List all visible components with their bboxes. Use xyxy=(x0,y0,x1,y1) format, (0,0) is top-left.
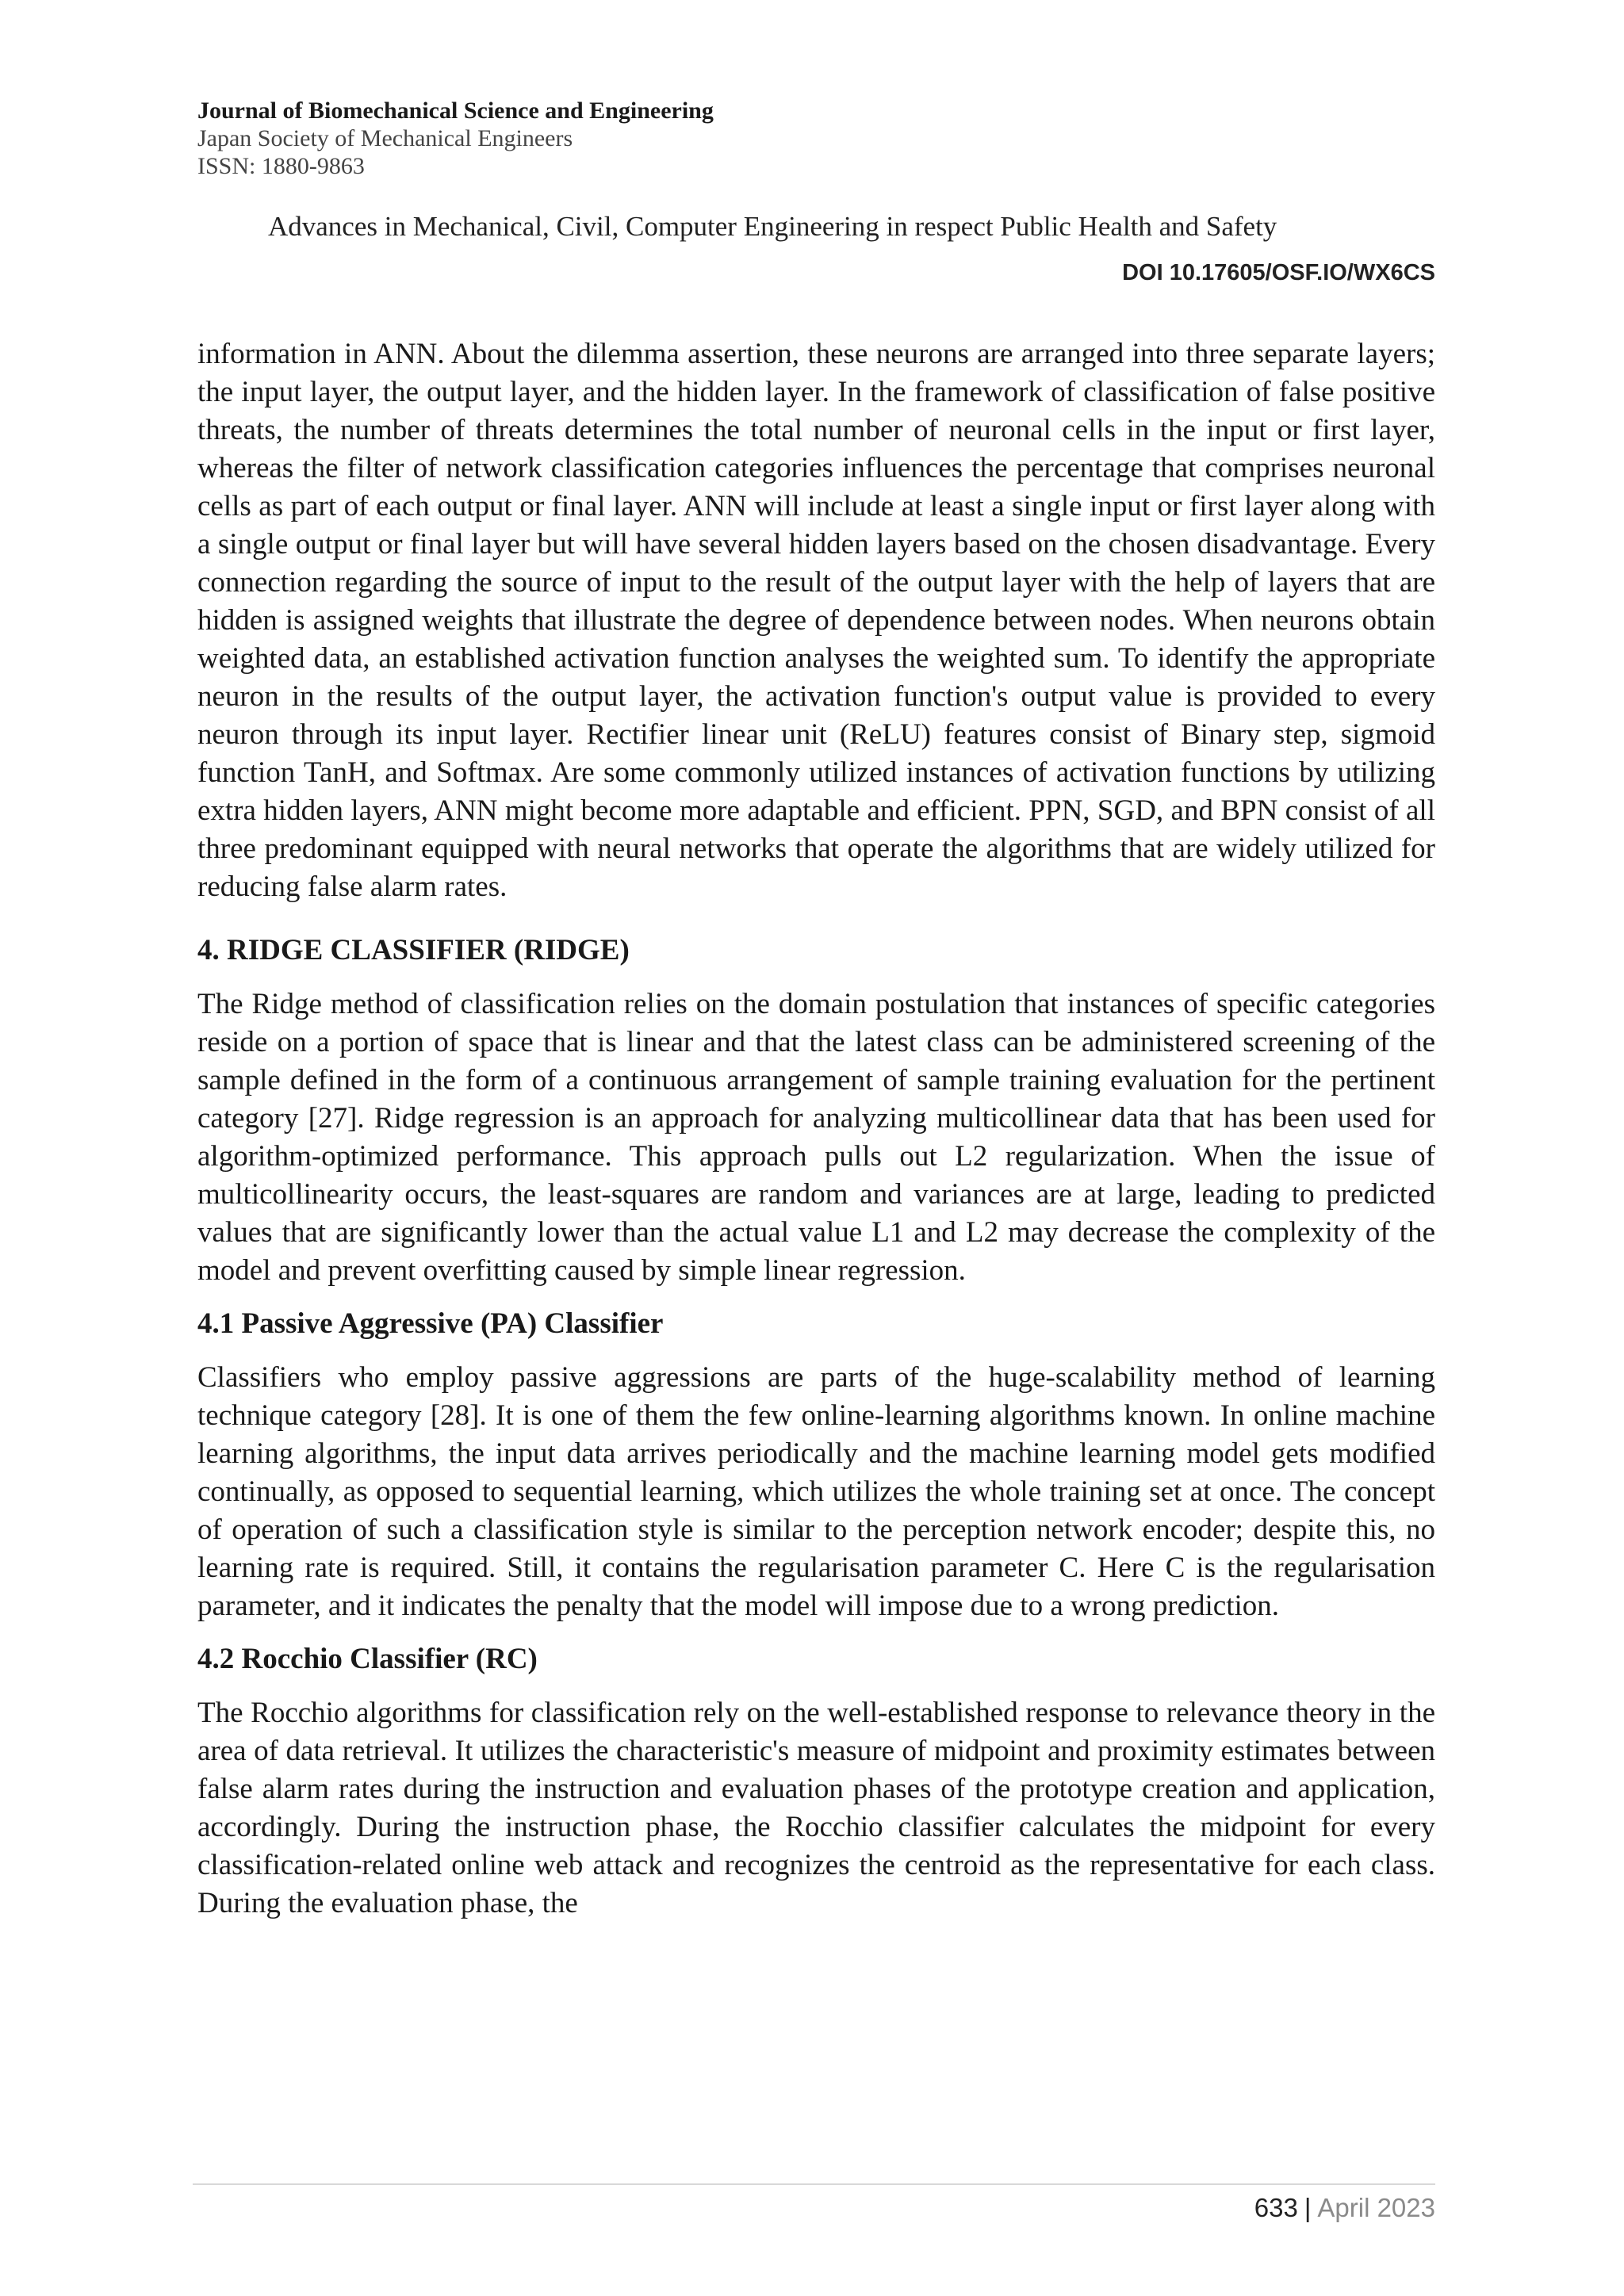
doi-label: DOI 10.17605/OSF.IO/WX6CS xyxy=(1122,260,1435,285)
page-number: 633 xyxy=(1254,2193,1298,2222)
publication-date: April 2023 xyxy=(1317,2193,1435,2222)
article-body xyxy=(197,335,1435,1923)
journal-title: Journal of Biomechanical Science and Engineering xyxy=(197,98,714,124)
section-paragraph-rocchio: The Rocchio algorithms for classification rely on the well-established response to relevance theory in the area of data retrieval. It utilizes the characteristic's measure of midpoint and proximity estimates between false alarm rates during the instruction and evaluation phases of the prototype creation and application, accordingly. During the instruction phase, the Rocchio classifier calculates the midpoint for every classification-related online web attack and recognizes the centroid as the representative for each class. During the evaluation phase, the xyxy=(197,1697,1435,1919)
journal-society: Japan Society of Mechanical Engineers xyxy=(197,125,573,151)
page-footer xyxy=(1254,2192,1435,2224)
journal-issn: ISSN: 1880-9863 xyxy=(197,153,365,179)
section-heading-rocchio: 4.2 Rocchio Classifier (RC) xyxy=(197,1643,538,1675)
footer-divider xyxy=(193,2183,1435,2185)
intro-paragraph: information in ANN. About the dilemma assertion, these neurons are arranged into three separate layers; the input layer, the output layer, and the hidden layer. In the framework of classification of false positive threats, the number of threats determines the total number of neuronal cells in the input or first layer, whereas the filter of network classification categories influences the percentage that comprises neuronal cells as part of each output or final layer. ANN will include at least a single input or first layer along with a single output or final layer but will have several hidden layers based on the chosen disadvantage. Every connection regarding the source of input to the result of the output layer with the help of layers that are hidden is assigned weights that illustrate the degree of dependence between nodes. When neurons obtain weighted data, an established activation function analyses the weighted sum. To identify the appropriate neuron in the results of the output layer, the activation function's output value is provided to every neuron through its input layer. Rectifier linear unit (ReLU) features consist of Binary step, sigmoid function TanH, and Softmax. Are some commonly utilized instances of activation functions by utilizing extra hidden layers, ANN might become more adaptable and efficient. PPN, SGD, and BPN consist of all three predominant equipped with neural networks that operate the algorithms that are widely utilized for reducing false alarm rates. xyxy=(197,338,1435,903)
section-paragraph-passive-aggressive: Classifiers who employ passive aggressions are parts of the huge-scalability method of learning technique category [28]. It is one of them the few online-learning algorithms known. In online machine learning algorithms, the input data arrives periodically and the machine learning model gets modified continually, as opposed to sequential learning, which utilizes the whole training set at once. The concept of operation of such a classification style is similar to the perception network encoder; despite this, no learning rate is required. Still, it contains the regularisation parameter C. Here C is the regularisation parameter, and it indicates the penalty that the model will impose due to a wrong prediction. xyxy=(197,1361,1435,1622)
footer-separator: | xyxy=(1304,2193,1312,2222)
journal-header xyxy=(197,97,714,180)
section-paragraph-ridge: The Ridge method of classification relies on the domain postulation that instances of specific categories reside on a portion of space that is linear and that the latest class can be administered screening of the sample defined in the form of a continuous arrangement of sample training evaluation for the pertinent category [27]. Ridge regression is an approach for analyzing multicollinear data that has been used for algorithm-optimized performance. This approach pulls out L2 regularization. When the issue of multicollinearity occurs, the least-squares are random and variances are at large, leading to predicted values that are significantly lower than the actual value L1 and L2 may decrease the complexity of the model and prevent overfitting caused by simple linear regression. xyxy=(197,988,1435,1287)
series-title: Advances in Mechanical, Civil, Computer Engineering in respect Public Health and Safety xyxy=(268,211,1277,242)
section-heading-ridge: 4. RIDGE CLASSIFIER (RIDGE) xyxy=(197,934,630,966)
section-heading-passive-aggressive: 4.1 Passive Aggressive (PA) Classifier xyxy=(197,1307,664,1340)
